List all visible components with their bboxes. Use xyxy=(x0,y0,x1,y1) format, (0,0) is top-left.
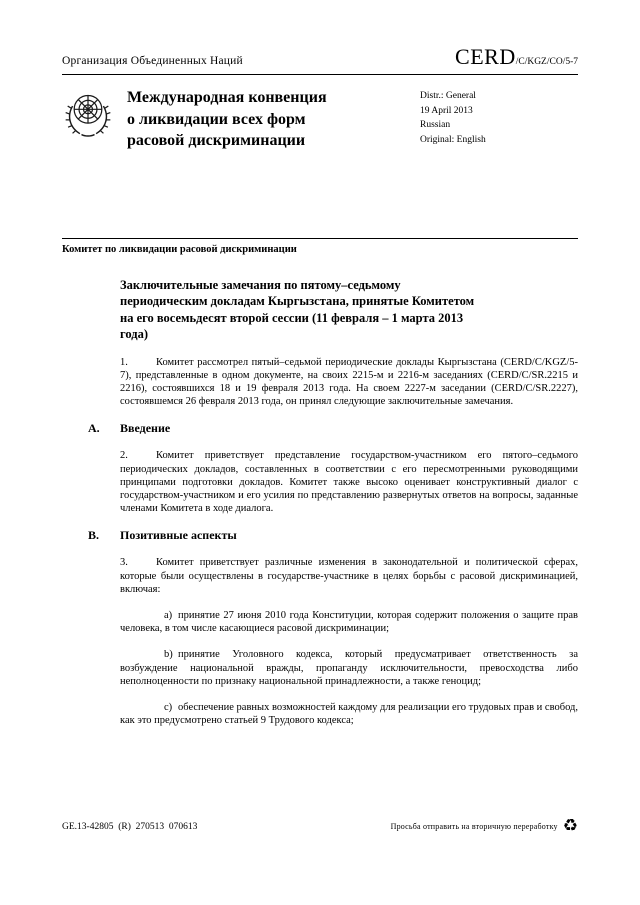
section-title: Позитивные аспекты xyxy=(120,528,237,543)
paragraph-text: Комитет приветствует различные изменения в законодательной и политической сферах, которые были осуществлены в государстве-участнике в целях борьбы с расовой дискриминацией, включая: xyxy=(120,557,578,595)
document-symbol-rest: /C/KGZ/CO/5-7 xyxy=(515,57,578,67)
distr-type: Distr.: General xyxy=(420,91,476,101)
paragraph-number: 1. xyxy=(120,356,128,368)
organization-name: Организация Объединенных Наций xyxy=(62,55,243,67)
paragraph-number: 3. xyxy=(120,557,128,569)
section-letter: B. xyxy=(88,528,100,543)
paragraph-text: Комитет приветствует представление государством-участником его пятого–седьмого периодических докладов, составленных в соответствии с его пересмотренными руководящими принципами подготовки докладов. Комитет также высоко оценивает конструктивный диалог с государством-участником и его усилия по представлению развернутых ответов на вопросы, заданные членами Комитета в ходе диалога. xyxy=(120,450,578,515)
paragraph-3 xyxy=(120,556,578,596)
section-a-heading xyxy=(88,421,578,436)
subparagraph-text: принятие 27 июня 2010 года Конституции, которая содержит положения о защите прав человека, в том числе касающиеся расовой дискриминации; xyxy=(120,609,578,635)
distribution-block xyxy=(420,87,578,152)
convention-title-line: Международная конвенция xyxy=(127,89,327,106)
masthead xyxy=(62,87,578,152)
paragraph-number: 2. xyxy=(120,450,128,462)
subparagraph-c xyxy=(120,701,578,727)
paragraph-1 xyxy=(120,356,578,409)
recycle-notice xyxy=(391,818,578,835)
footer-reference: GE.13-42805 (R) 270513 070613 xyxy=(62,821,198,832)
subparagraph-label: c) xyxy=(164,701,173,713)
convention-title-line: расовой дискриминации xyxy=(127,132,306,149)
subparagraph-b xyxy=(120,648,578,688)
recycle-note-text: Просьба отправить на вторичную переработку xyxy=(390,822,558,831)
paragraph-text: Комитет рассмотрел пятый–седьмой периодические доклады Кыргызстана (CERD/C/KGZ/5-7), представленные в одном документе, на своих 2215-м и 2216-м заседаниях (CERD/C/SR.2215 и 2216), состоявшихся 18 и 19 февраля 2013 года. На своем 2227-м заседании (CERD/C/SR.2227), состоявшемся 26 февраля 2013 года, он принял следующие заключительные замечания. xyxy=(120,356,578,408)
distr-date: 19 April 2013 xyxy=(420,105,473,116)
document-title: Заключительные замечания по пятому–седьмому периодическим докладам Кыргызстана, принятые Комитетом на его восемьдесят второй сессии (11 февраля – 1 марта 2013 года) xyxy=(120,277,475,341)
section-title: Введение xyxy=(120,421,171,436)
document-symbol-main: CERD xyxy=(455,44,516,69)
subparagraph-text: обеспечение равных возможностей каждому для реализации его трудовых прав и свобод, как это предусмотрено статьей 9 Трудового кодекса; xyxy=(120,701,578,727)
recycle-icon: ♻ xyxy=(562,816,578,836)
header-row xyxy=(62,44,578,70)
convention-title-line: о ликвидации всех форм xyxy=(127,110,306,128)
paragraph-2 xyxy=(120,449,578,515)
un-emblem-icon xyxy=(62,89,114,141)
distr-original: Original: English xyxy=(420,134,486,145)
masthead-divider xyxy=(62,238,578,239)
committee-heading: Комитет по ликвидации расовой дискриминации xyxy=(62,243,297,255)
subparagraph-label: a) xyxy=(164,609,173,621)
page-footer xyxy=(62,818,578,835)
subparagraph-text: принятие Уголовного кодекса, который предусматривает ответственность за возбуждение национальной вражды, пропаганду исключительности, превосходства либо неполноценности по признаку национальной принадлежности, а также геноцид; xyxy=(120,649,578,687)
convention-title xyxy=(127,87,327,152)
header-divider xyxy=(62,74,578,75)
section-letter: A. xyxy=(88,421,100,436)
subparagraph-label: b) xyxy=(164,649,173,661)
document-symbol xyxy=(455,44,578,70)
section-b-heading xyxy=(88,528,578,543)
distr-language: Russian xyxy=(420,120,451,130)
subparagraph-a xyxy=(120,609,578,635)
